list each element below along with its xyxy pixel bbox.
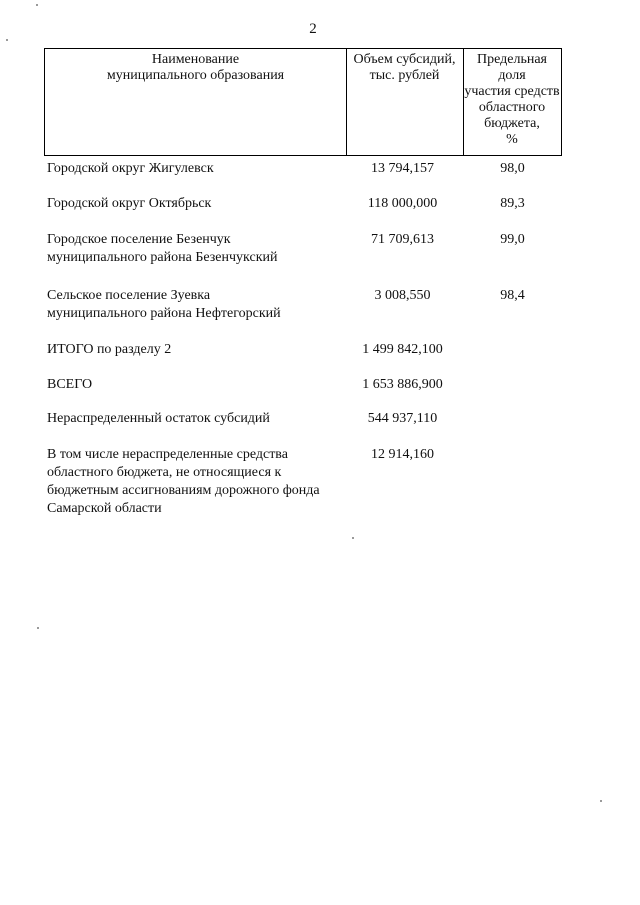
row-amount: 12 914,160 (371, 447, 434, 462)
header-name: Наименование муниципального образования (106, 52, 285, 83)
row-name: Нераспределенный остаток субсидий (47, 411, 270, 426)
row-share: 89,3 (500, 196, 525, 211)
table-header (44, 48, 562, 156)
row-amount: 1 653 886,900 (362, 377, 443, 392)
header-share: Предельная доля участия средств областного бюджета, % (464, 52, 560, 147)
scan-speck (36, 4, 38, 6)
row-amount: 118 000,000 (367, 196, 438, 211)
row-amount: 13 794,157 (371, 161, 434, 176)
row-name: ВСЕГО (47, 377, 93, 392)
scan-speck (6, 39, 8, 41)
row-amount: 71 709,613 (371, 232, 434, 247)
row-amount: 1 499 842,100 (362, 342, 443, 357)
row-name: ИТОГО по разделу 2 (47, 342, 172, 357)
row-name: Городской округ Октябрьск (47, 196, 212, 211)
scan-speck (352, 537, 354, 539)
scan-speck (600, 800, 602, 802)
row-share: 99,0 (500, 232, 525, 247)
row-amount: 544 937,110 (367, 411, 438, 426)
header-amount: Объем субсидий, тыс. рублей (353, 52, 456, 83)
row-name: Городской округ Жигулевск (47, 161, 214, 176)
row-share: 98,4 (500, 288, 525, 303)
page-number: 2 (309, 21, 317, 37)
row-name: В том числе нераспределенные средства областного бюджета, не относящиеся к бюджетным ассигнованиям дорожного фонда Самарской области (47, 447, 320, 516)
row-name: Городское поселение Безенчук муниципального района Безенчукский (47, 232, 278, 265)
scan-speck (37, 627, 39, 629)
row-name: Сельское поселение Зуевка муниципального района Нефтегорский (47, 288, 281, 321)
row-share: 98,0 (500, 161, 525, 176)
row-amount: 3 008,550 (374, 288, 431, 303)
